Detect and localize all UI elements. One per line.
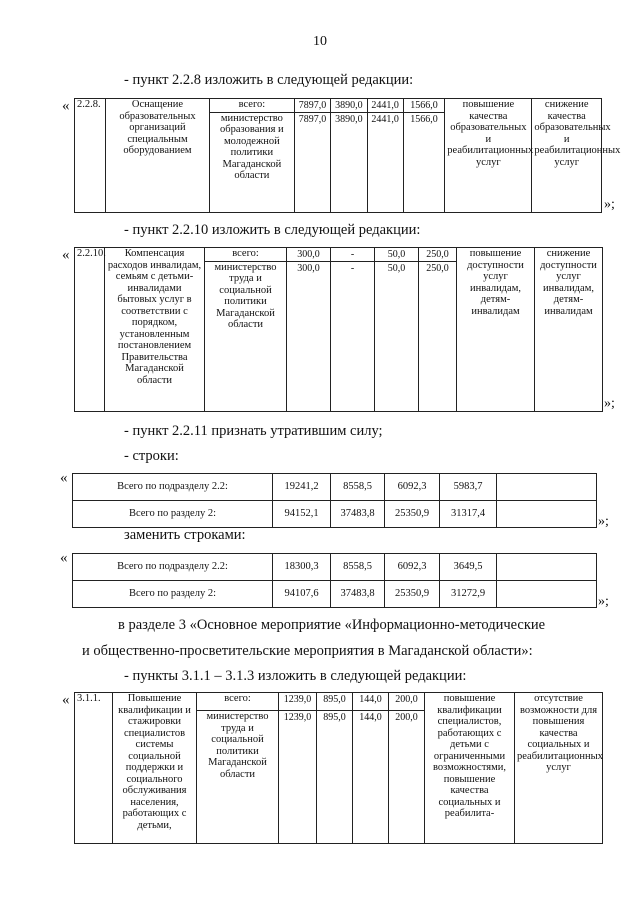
cell: 6092,3 <box>385 554 440 581</box>
cell: 31317,4 <box>440 501 497 528</box>
result-negative: отсутствие возможности для повышения качества социальных и реабилитационных услуг <box>515 693 603 844</box>
cell: 94107,6 <box>273 581 331 608</box>
cell: 144,0 <box>353 693 389 711</box>
close-quote: »; <box>598 594 609 609</box>
cell: - <box>331 248 375 262</box>
cell: 3890,0 <box>331 112 367 212</box>
cell: 50,0 <box>375 248 419 262</box>
cell: 37483,8 <box>331 501 385 528</box>
cell: 1239,0 <box>279 693 317 711</box>
item-number: 3.1.1. <box>75 693 113 844</box>
cell-empty <box>497 554 597 581</box>
cell-empty <box>497 474 597 501</box>
cell-empty <box>497 581 597 608</box>
cell: 300,0 <box>287 248 331 262</box>
cell: 250,0 <box>419 248 457 262</box>
item-name: Компенсация расходов инвалидам, семьям с детьми-инвалидами бытовых услуг в соответствии с порядком, установленным постановлением Правительства Магаданской области <box>105 248 205 412</box>
cell-empty <box>497 501 597 528</box>
result-positive: повышение квалификации специалистов, работающих с детьми с ограниченными возможностями, повышение качества социальных и реабилита- <box>425 693 515 844</box>
cell: 37483,8 <box>331 581 385 608</box>
open-quote: « <box>60 470 68 486</box>
result-negative: снижение доступности услуг инвалидам, детям-инвалидам <box>535 248 603 412</box>
row-label-total: всего: <box>205 248 287 262</box>
cell: 144,0 <box>353 711 389 844</box>
row-label-ministry: министерство труда и социальной политики Магаданской области <box>197 711 279 844</box>
row-label: Всего по разделу 2: <box>73 501 273 528</box>
result-positive: повышение доступности услуг инвалидам, детям-инвалидам <box>457 248 535 412</box>
close-quote: »; <box>604 396 615 411</box>
cell: 2441,0 <box>367 112 403 212</box>
cell: 200,0 <box>389 711 425 844</box>
cell: 25350,9 <box>385 581 440 608</box>
paragraph-section-3-cont: и общественно-просветительские мероприятия в Магаданской области»: <box>82 643 533 659</box>
cell: 18300,3 <box>273 554 331 581</box>
cell: 1566,0 <box>403 112 444 212</box>
open-quote: « <box>60 550 68 566</box>
open-quote: « <box>62 692 70 708</box>
table-2-2-8 <box>74 98 621 213</box>
cell: 94152,1 <box>273 501 331 528</box>
paragraph-2-2-11: - пункт 2.2.11 признать утратившим силу; <box>124 423 383 439</box>
cell: 250,0 <box>419 261 457 411</box>
row-label: Всего по разделу 2: <box>73 581 273 608</box>
paragraph-2-2-8: - пункт 2.2.8 изложить в следующей редакции: <box>124 72 414 88</box>
table-2-2-10 <box>74 247 603 412</box>
table-new-totals <box>72 553 597 608</box>
paragraph-3-1-1: - пункты 3.1.1 – 3.1.3 изложить в следующей редакции: <box>124 668 467 684</box>
cell: 31272,9 <box>440 581 497 608</box>
close-quote: »; <box>598 514 609 529</box>
result-positive: повышение качества образовательных и реабилитационных услуг <box>445 99 532 213</box>
row-label-ministry: министерство образования и молодежной политики Магаданской области <box>209 112 294 212</box>
row-label-total: всего: <box>209 99 294 113</box>
paragraph-2-2-10: - пункт 2.2.10 изложить в следующей редакции: <box>124 222 421 238</box>
cell: 6092,3 <box>385 474 440 501</box>
cell: 3649,5 <box>440 554 497 581</box>
paragraph-section-3: в разделе 3 «Основное мероприятие «Информационно-методические <box>118 617 546 633</box>
cell: - <box>331 261 375 411</box>
item-name: Повышение квалификации и стажировки специалистов системы социальной поддержки и социального обслуживания населения, работающих с детьми, <box>113 693 197 844</box>
cell: 1239,0 <box>279 711 317 844</box>
item-number: 2.2.10. <box>75 248 105 412</box>
cell: 895,0 <box>317 711 353 844</box>
cell: 1566,0 <box>403 99 444 113</box>
cell: 7897,0 <box>294 99 330 113</box>
row-label-total: всего: <box>197 693 279 711</box>
item-name: Оснащение образовательных организаций специальным оборудованием <box>106 99 210 213</box>
page-number: 10 <box>313 34 327 49</box>
open-quote: « <box>62 247 70 263</box>
cell: 8558,5 <box>331 474 385 501</box>
cell: 8558,5 <box>331 554 385 581</box>
cell: 50,0 <box>375 261 419 411</box>
paragraph-replace: заменить строками: <box>124 527 246 543</box>
paragraph-rows: - строки: <box>124 448 179 464</box>
table-3-1-1 <box>74 692 603 844</box>
item-number: 2.2.8. <box>75 99 106 213</box>
cell: 7897,0 <box>294 112 330 212</box>
result-negative: снижение качества образовательных и реабилитационных услуг <box>532 99 602 213</box>
cell: 2441,0 <box>367 99 403 113</box>
cell: 19241,2 <box>273 474 331 501</box>
cell: 895,0 <box>317 693 353 711</box>
row-label: Всего по подразделу 2.2: <box>73 554 273 581</box>
row-label-ministry: министерство труда и социальной политики Магаданской области <box>205 261 287 411</box>
close-quote: »; <box>604 197 615 212</box>
table-old-totals <box>72 473 597 528</box>
cell: 300,0 <box>287 261 331 411</box>
open-quote: « <box>62 98 70 114</box>
cell: 25350,9 <box>385 501 440 528</box>
cell: 5983,7 <box>440 474 497 501</box>
cell: 3890,0 <box>331 99 367 113</box>
row-label: Всего по подразделу 2.2: <box>73 474 273 501</box>
cell: 200,0 <box>389 693 425 711</box>
